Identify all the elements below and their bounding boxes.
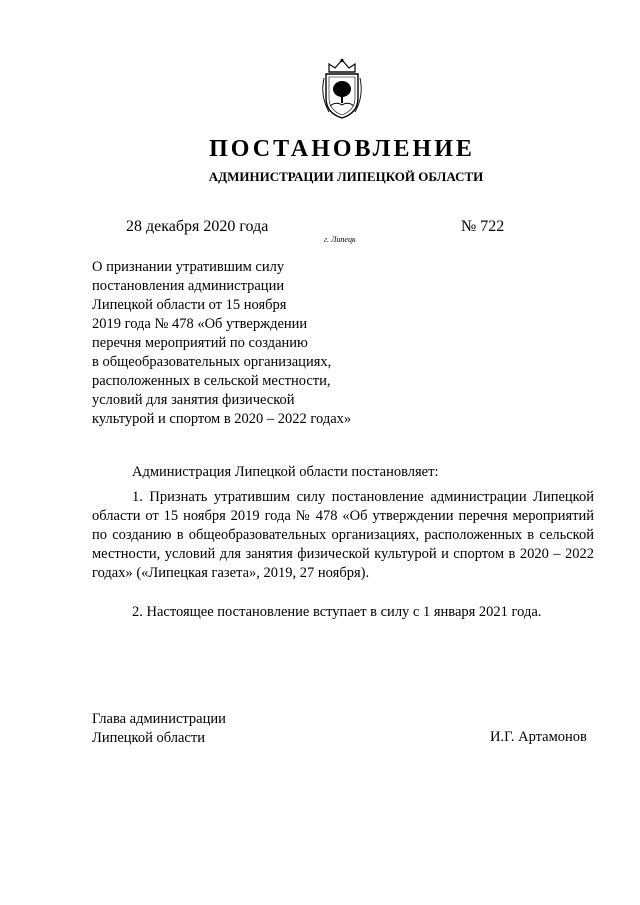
document-type-title: ПОСТАНОВЛЕНИЕ <box>209 136 475 162</box>
document-subject <box>92 258 392 429</box>
subject-line: О признании утратившим силу <box>92 259 285 275</box>
subject-line: в общеобразовательных организациях, <box>92 354 332 370</box>
clause-1: 1. Признать утратившим силу постановление администрации Липецкой области от 15 ноября 2019 года № 478 «Об утверждении перечня мероприятий по созданию в общеобразовательных организациях, расположенных в сельской местности, условий для занятия физической культурой и спортом в 2020 – 2022 годах» («Липецкая газета», 2019, 27 ноября). <box>92 489 594 581</box>
subject-line: культурой и спортом в 2020 – 2022 годах» <box>92 411 352 427</box>
document-date: 28 декабря 2020 года <box>126 218 269 235</box>
subject-line: перечня мероприятий по созданию <box>92 335 308 351</box>
document-number: № 722 <box>461 218 505 235</box>
subject-line: постановления администрации <box>92 278 285 294</box>
signer-title-line: Липецкой области <box>92 730 205 746</box>
signer-title-line: Глава администрации <box>92 711 226 727</box>
subject-line: условий для занятия физической <box>92 392 295 408</box>
signer-title <box>92 710 226 748</box>
preamble: Администрация Липецкой области постановляет: <box>132 464 439 480</box>
document-city: г. Липецк <box>324 235 356 244</box>
subject-line: 2019 года № 478 «Об утверждении <box>92 316 308 332</box>
clause-2: 2. Настоящее постановление вступает в силу с 1 января 2021 года. <box>132 604 542 620</box>
coat-of-arms-icon <box>317 58 367 120</box>
subject-line: Липецкой области от 15 ноября <box>92 297 287 313</box>
issuer-title: АДМИНИСТРАЦИИ ЛИПЕЦКОЙ ОБЛАСТИ <box>208 169 484 184</box>
signer-name: И.Г. Артамонов <box>490 729 587 745</box>
subject-line: расположенных в сельской местности, <box>92 373 331 389</box>
